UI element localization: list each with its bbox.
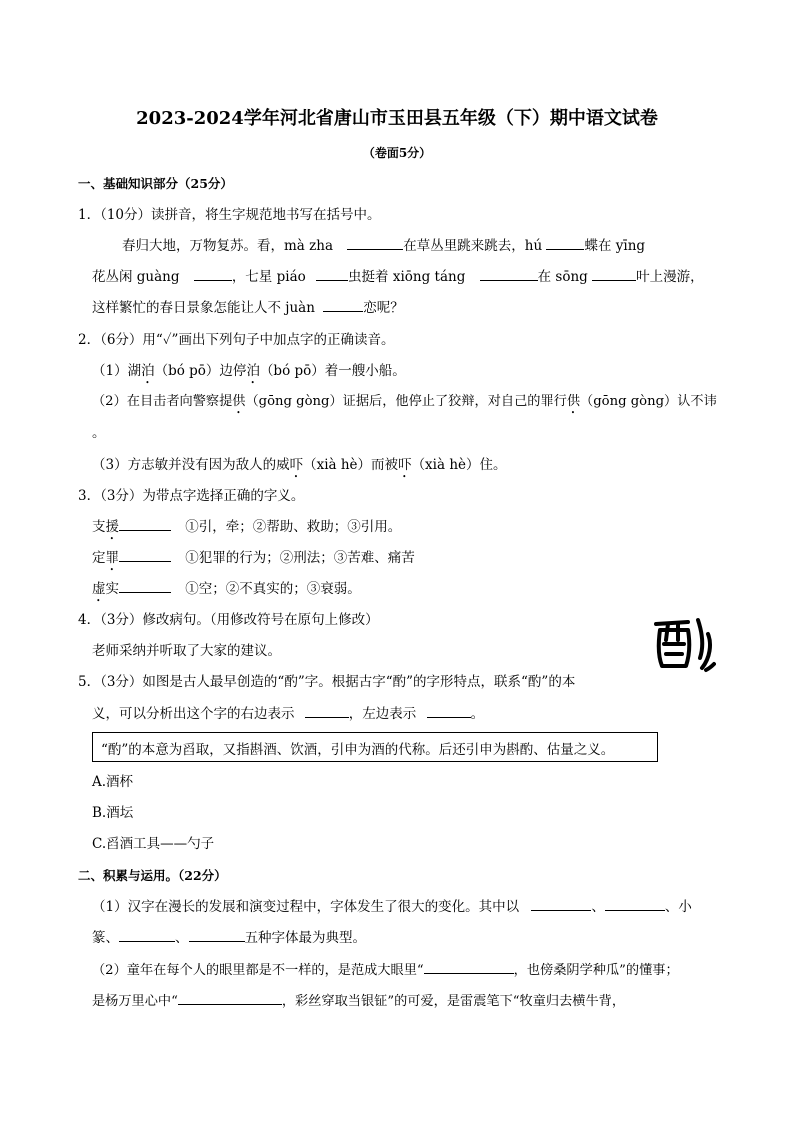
q5-option-b[interactable]: B.酒坛	[92, 805, 134, 821]
q3-dotted-char: 虚	[92, 581, 106, 597]
q5-text: 义，可以分析出这个字的右边表示	[92, 706, 295, 722]
s2-text: 、	[175, 930, 189, 946]
s2-text: ，也傍桑阴学种瓜”的懂事；	[513, 963, 679, 978]
s2-blank[interactable]	[605, 897, 665, 911]
q3-stem: 3．（3分）为带点字选择正确的字义。	[78, 488, 305, 504]
s2-p2-line2	[92, 991, 625, 1012]
s2-text: 五种字体最为典型。	[244, 930, 366, 946]
q1-text: 在草丛里跳来跳去，hú	[403, 238, 543, 254]
q5-text: ，左边表示	[348, 706, 417, 722]
q2-sentence3	[92, 455, 507, 481]
q5-blank-left[interactable]	[427, 704, 471, 718]
q5-text: 。	[470, 706, 485, 722]
ancient-zhuo-character-image	[650, 610, 716, 676]
s2-text: 、小	[664, 899, 692, 915]
q2-text: （gōng gòng）证据后，他停止了狡辩，对自己的罪行	[245, 394, 567, 409]
q5-option-a[interactable]: A.酒杯	[92, 774, 134, 790]
q5-stem: 5．（3分）如图是古人最早创造的“酌”字。根据古字“酌”的字形特点，联系“酌”的本	[78, 674, 576, 690]
q4-stem: 4．（3分）修改病句。（用修改符号在原句上修改）	[78, 612, 379, 628]
q3-dotted-char: 援	[105, 519, 119, 535]
s2-blank[interactable]	[189, 928, 245, 942]
q3-blank[interactable]	[119, 579, 171, 593]
q3-dotted-char: 罪	[105, 550, 119, 566]
q2-dotted-char: 供	[232, 394, 246, 409]
q1-text: ，七星 piáo	[231, 269, 306, 285]
q3-definition: ①空；②不真实的；③衰弱。	[185, 581, 361, 597]
q2-dotted-char: 泊	[141, 363, 155, 379]
q5-option-c[interactable]: C.舀酒工具——勺子	[92, 836, 215, 852]
q2-text: （1）湖	[92, 363, 142, 379]
q3-row	[92, 548, 415, 574]
q1-text: 虫挺着 xiōng táng	[348, 269, 466, 285]
q1-text: 恋呢？	[363, 300, 404, 316]
s2-blank[interactable]	[119, 928, 175, 942]
page-title: 2023-2024学年河北省唐山市玉田县五年级（下）期中语文试卷	[136, 108, 658, 129]
q2-text: （bó pō）边停	[154, 363, 247, 379]
q1-text: 在 sōng	[537, 269, 588, 285]
s2-text: （2）童年在每个人的眼里都是不一样的，是范成大眼里“	[92, 963, 424, 978]
q2-sentence2	[92, 392, 717, 417]
q3-word: 实	[105, 581, 119, 597]
s2-text: 是杨万里心中“	[92, 994, 178, 1009]
q2-text: （gōng gòng）认不讳	[580, 394, 717, 409]
q1-stem: 1．（10分）读拼音，将生字规范地书写在括号中。	[78, 207, 381, 223]
q3-definition: ①引，牵；②帮助、救助；③引用。	[185, 519, 402, 535]
q2-text: （xià hè）住。	[411, 457, 507, 473]
q1-line3	[92, 298, 404, 318]
s2-text: （1）汉字在漫长的发展和演变过程中，字体发生了很大的变化。其中以	[92, 899, 520, 915]
q2-sentence1	[92, 361, 406, 387]
s2-text: 篆、	[92, 930, 119, 946]
section1-heading: 一、基础知识部分（25分）	[78, 176, 233, 191]
q2-dotted-char: 供	[566, 394, 581, 409]
q3-row	[92, 517, 401, 543]
q1-blank-mazha[interactable]	[347, 236, 403, 250]
s2-p1-line2	[92, 928, 366, 948]
page-subtitle: （卷面5分）	[362, 146, 432, 160]
q2-dotted-char: 吓	[398, 457, 412, 473]
q1-text: 春归大地，万物复苏。看，mà zha	[122, 238, 333, 254]
q1-text: 这样繁忙的春日景象怎能让人不 juàn	[92, 300, 315, 316]
q1-blank-piao[interactable]	[316, 267, 348, 281]
q2-text: （2）在目击者向警察提	[92, 394, 233, 409]
q1-blank-guang[interactable]	[194, 267, 232, 281]
q2-dotted-char: 吓	[289, 457, 304, 473]
q4-sentence: 老师采纳并听取了大家的建议。	[92, 643, 281, 659]
q1-text: 蝶在 yīng	[584, 238, 646, 254]
q3-blank[interactable]	[119, 548, 171, 562]
q3-word: 支	[92, 519, 106, 535]
q3-blank[interactable]	[119, 517, 171, 531]
q1-text: 花丛闲 guàng	[92, 269, 180, 285]
q1-blank-xiongtang[interactable]	[480, 267, 538, 281]
s2-blank[interactable]	[531, 897, 591, 911]
q2-dotted-char: 泊	[246, 363, 260, 379]
q3-word: 定	[92, 550, 106, 566]
s2-p1-line1	[92, 897, 692, 917]
q2-text: （xià hè）而被	[303, 457, 399, 473]
q5-explanation-box: “酌”的本意为舀取，又指斟酒、饮酒，引申为酒的代称。后还引申为斟酌、估量之义。	[92, 732, 658, 762]
q1-blank-juan[interactable]	[323, 298, 363, 312]
q2-sentence2-end: 。	[92, 425, 106, 441]
q1-text: 叶上漫游，	[636, 269, 704, 285]
q3-definition: ①犯罪的行为；②刑法；③苦难、痛苦	[185, 550, 415, 566]
q2-stem: 2．（6分）用“✓”画出下列句子中加点字的正确读音。	[78, 332, 395, 348]
s2-text: ，彩丝穿取当银钲”的可爱，是雷震笔下“牧童归去横牛背，	[281, 994, 626, 1009]
s2-blank[interactable]	[424, 960, 514, 974]
s2-p2-line1	[92, 960, 679, 981]
q2-text: （bó pō）着一艘小船。	[259, 363, 406, 379]
q1-blank-hu[interactable]	[546, 236, 584, 250]
s2-blank[interactable]	[178, 991, 282, 1005]
q1-line1	[122, 236, 645, 256]
q3-row	[92, 579, 361, 605]
q1-blank-song[interactable]	[592, 267, 636, 281]
q2-text: （3）方志敏并没有因为敌人的威	[92, 457, 290, 473]
q5-line2	[92, 704, 484, 724]
q1-line2	[92, 267, 704, 287]
s2-text: 、	[591, 899, 605, 915]
q5-blank-right[interactable]	[305, 704, 349, 718]
section2-heading: 二、积累与运用。（22分）	[78, 868, 227, 883]
